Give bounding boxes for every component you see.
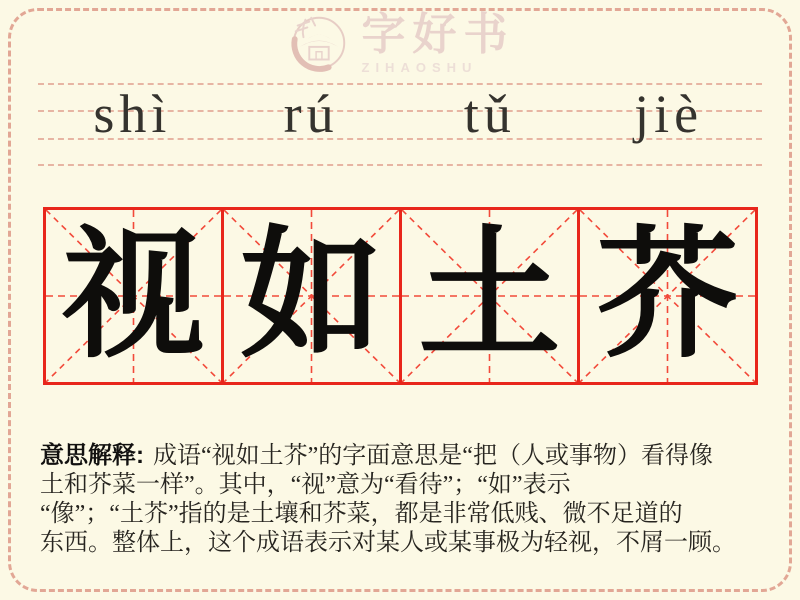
- pinyin-syllable-3: tǔ: [463, 84, 516, 144]
- character-grid: [43, 207, 758, 385]
- pinyin-syllable-4: jiè: [634, 84, 704, 144]
- character-cell-4: [580, 210, 755, 382]
- explanation-line: “像”；“土芥”指的是土壤和芥菜，都是非常低贱、微不足道的: [40, 501, 683, 527]
- idiom-character-4: 芥: [596, 217, 739, 375]
- explanation-line: 东西。整体上，这个成语表示对某人或某事极为轻视，不屑一顾。: [40, 530, 736, 556]
- explanation-text: 成语“视如土芥”的字面意思是“把（人或事物）看得像: [153, 443, 713, 469]
- brand-text: [361, 9, 515, 75]
- pinyin-syllable-2: rú: [283, 84, 339, 144]
- pinyin-rule-line-4: [38, 164, 762, 166]
- brand-logo: [0, 10, 800, 76]
- idiom-character-2: 如: [240, 217, 383, 375]
- character-cell-3: [402, 210, 580, 382]
- idiom-character-1: 视: [62, 217, 205, 375]
- pinyin-row: [43, 86, 758, 142]
- explanation-line: 土和芥菜一样”。其中，“视”意为“看待”；“如”表示: [40, 472, 571, 498]
- brand-name: 字好书: [361, 9, 515, 59]
- pinyin-syllable-1: shì: [93, 84, 172, 144]
- explanation-label: 意思解释:: [40, 442, 144, 469]
- explanation-section: [40, 441, 772, 558]
- explanation-line: [40, 441, 772, 471]
- brand-romanized: ZIHAOSHU: [361, 59, 478, 75]
- idiom-character-3: 土: [418, 217, 561, 375]
- pavilion-crescent-icon: [286, 10, 352, 76]
- character-cell-1: [46, 210, 224, 382]
- character-cell-2: [224, 210, 402, 382]
